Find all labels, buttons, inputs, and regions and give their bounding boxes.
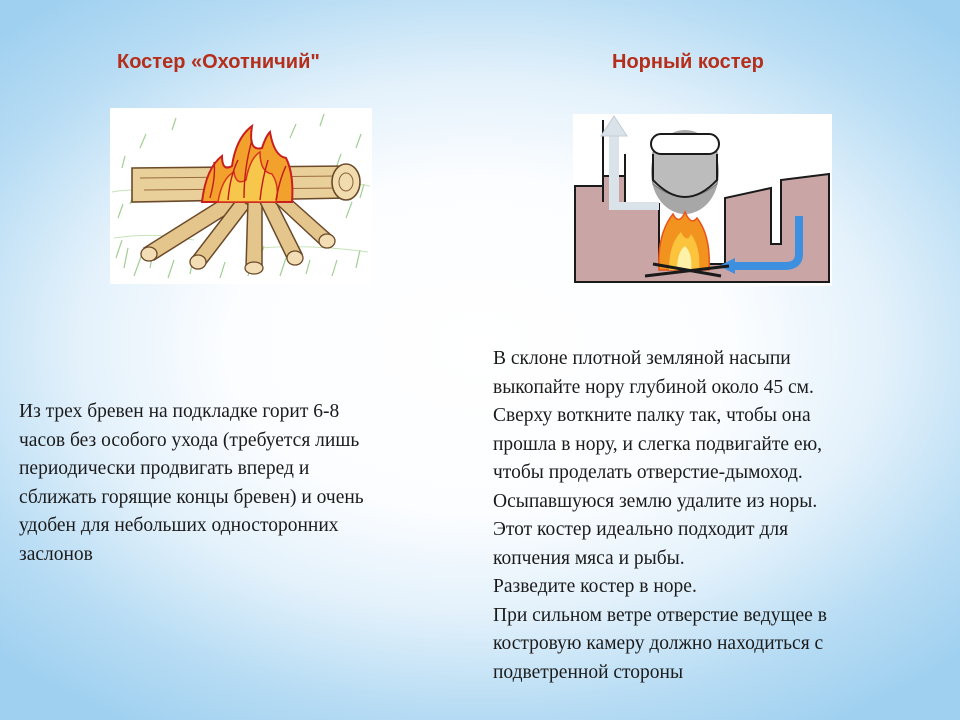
text-line: чтобы проделать отверстие-дымоход.: [493, 462, 803, 483]
text-line: При сильном ветре отверстие ведущее в: [493, 604, 827, 626]
text-line: сближать горящие концы бревен) и очень: [19, 486, 364, 508]
text-line: В склоне плотной земляной насыпи: [493, 348, 791, 369]
left-title: Костер «Охотничий": [117, 51, 320, 73]
text-line: Разведите костер в норе.: [493, 576, 697, 597]
text-line: периодически продвигать вперед и: [19, 458, 310, 479]
text-line: Сверху воткните палку так, чтобы она: [493, 405, 811, 426]
hunter-bonfire-image: [110, 108, 372, 284]
text-line: копчения мяса и рыбы.: [493, 547, 685, 569]
text-line: Осыпавшуюся землю удалите из норы.: [493, 490, 818, 512]
right-title: Норный костер: [612, 51, 764, 73]
text-line: Этот костер идеально подходит для: [493, 519, 789, 540]
text-line: подветренной стороны: [493, 661, 684, 683]
text-line: выкопайте нору глубиной около 45 см.: [493, 376, 814, 398]
text-line: часов без особого ухода (требуется лишь: [19, 429, 360, 451]
text-line: костровую камеру должно находиться с: [493, 633, 824, 654]
right-description: [493, 345, 933, 687]
left-description: [19, 398, 459, 569]
text-line: Из трех бревен на подкладке горит 6-8: [19, 401, 340, 422]
burrow-bonfire-image: [573, 114, 832, 286]
text-line: заслонов: [19, 543, 93, 565]
text-line: прошла в нору, и слегка подвигайте ею,: [493, 433, 823, 455]
text-line: удобен для небольших односторонних: [19, 515, 339, 536]
